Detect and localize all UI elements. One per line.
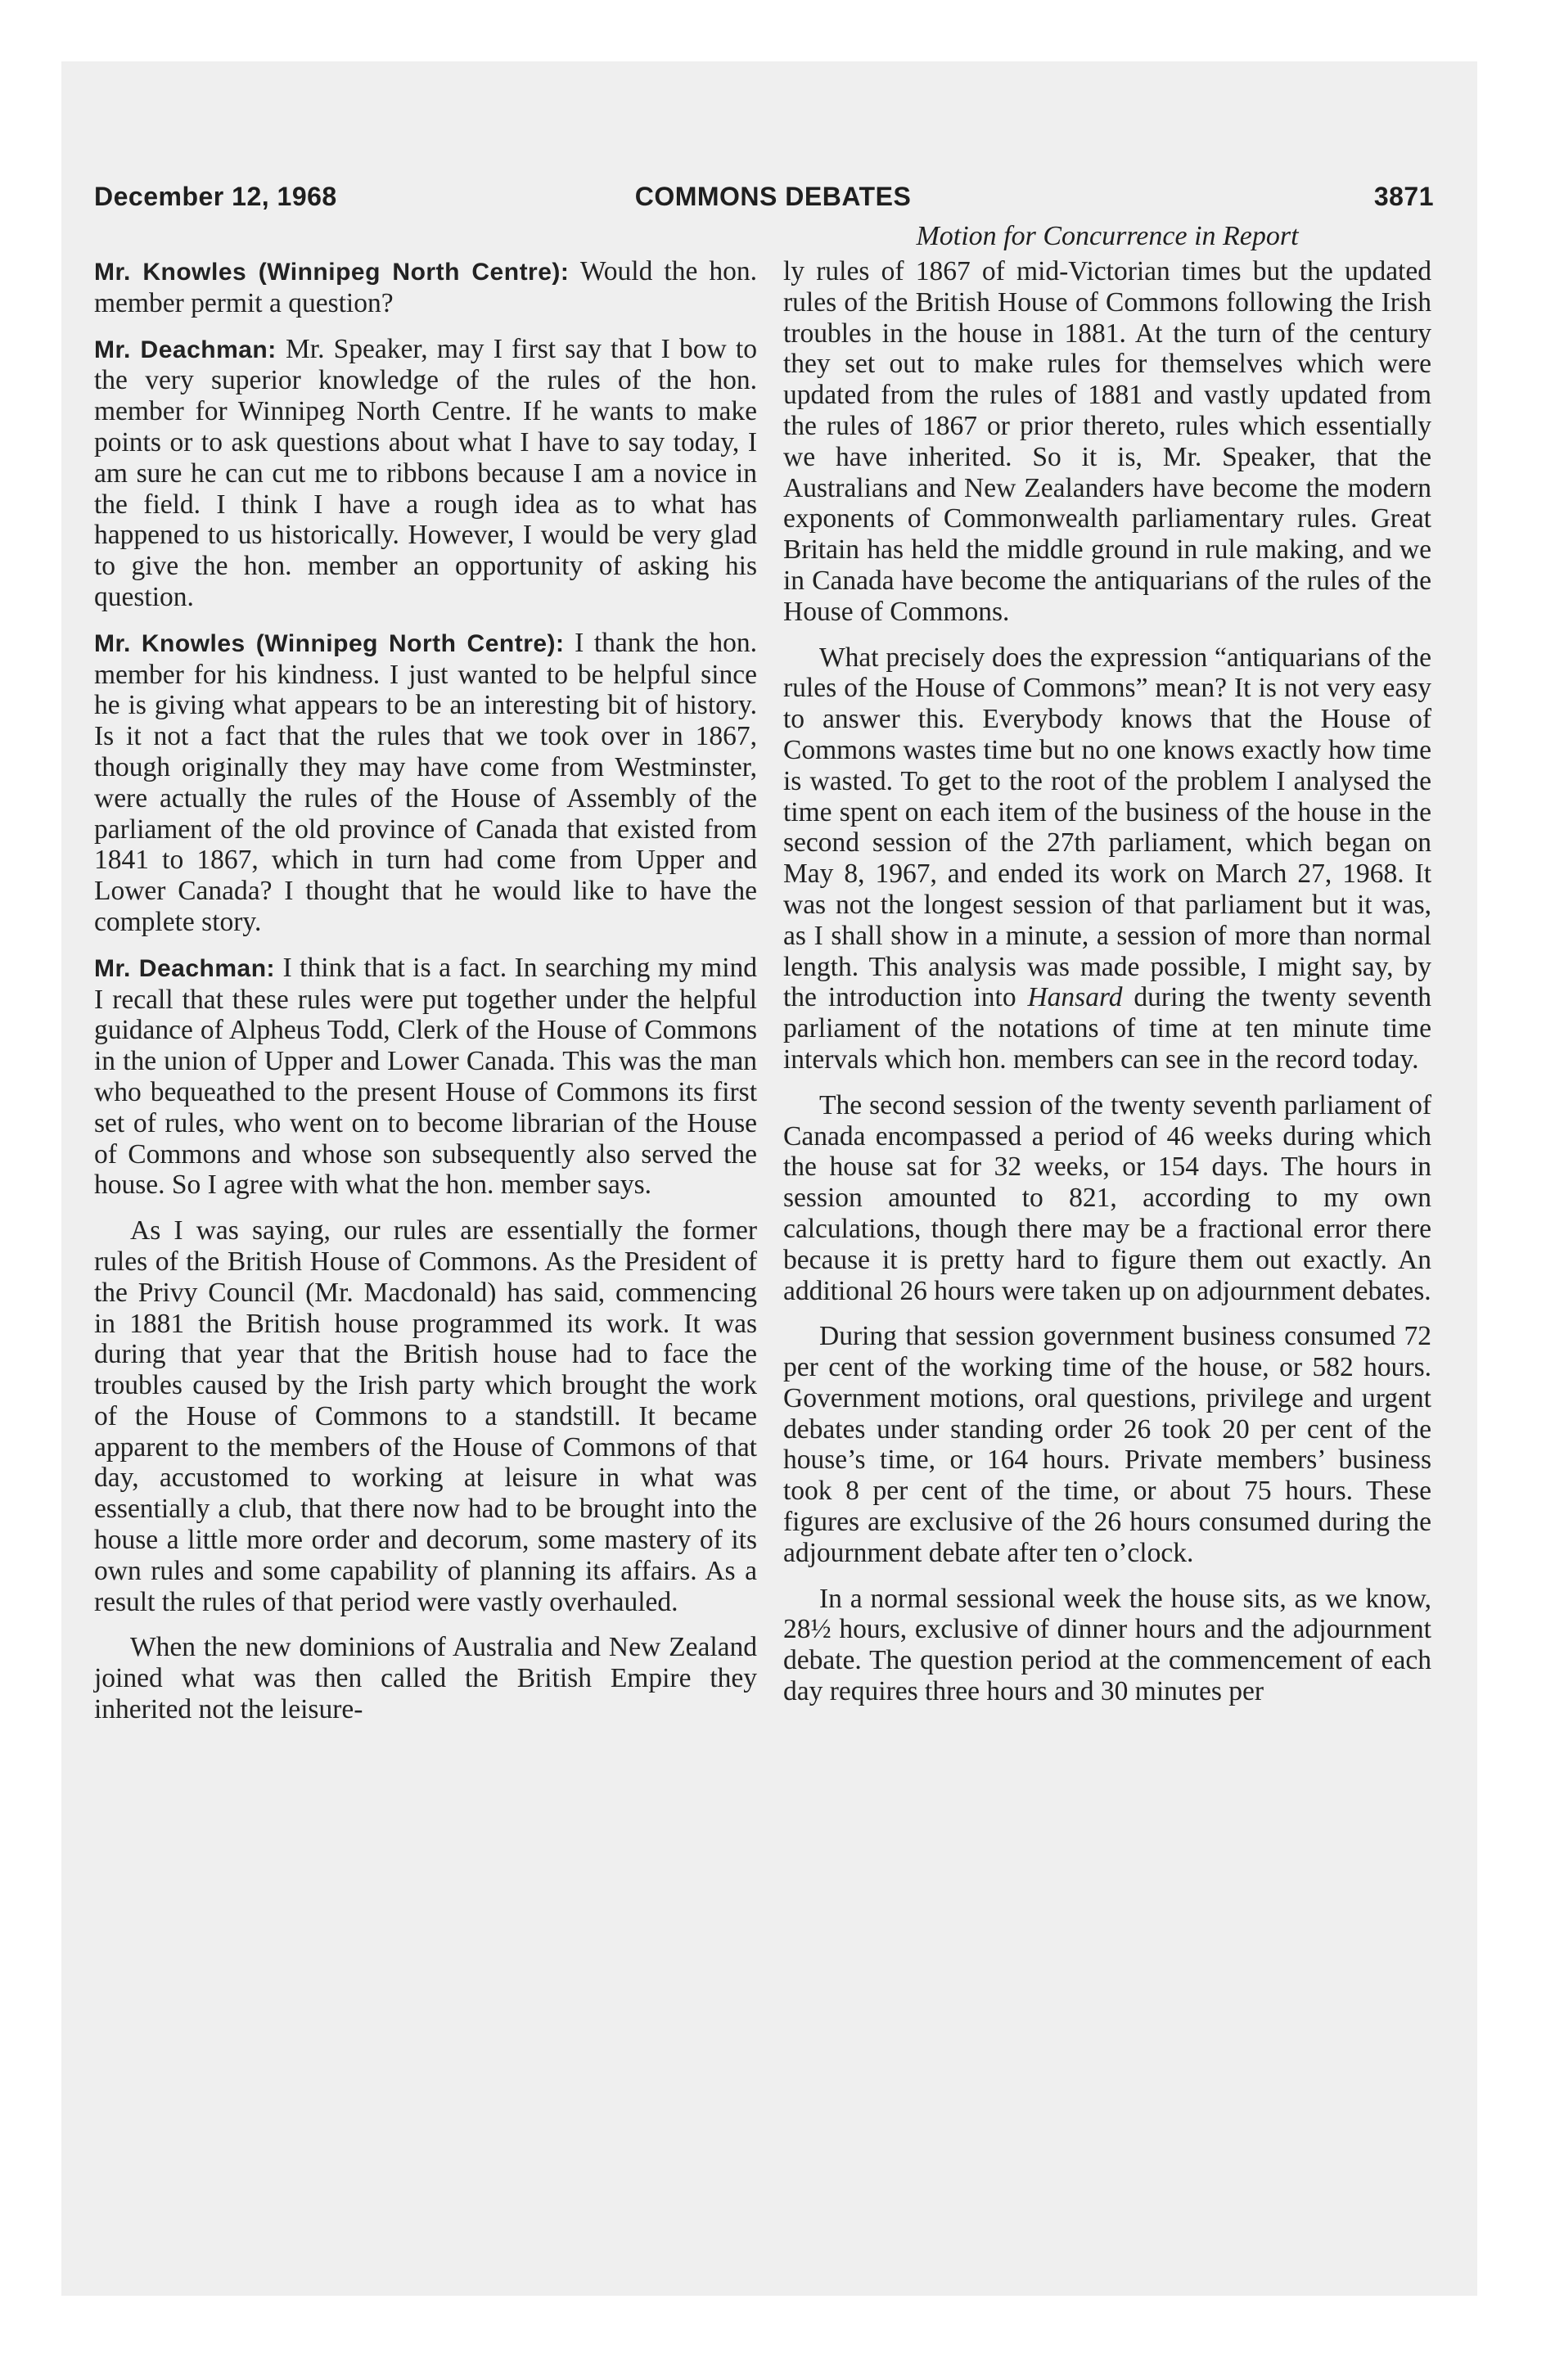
speech-text: As I was saying, our rules are essentially the former rules of the British House of Commons. As the President of the Privy Council (Mr. Macdonald) has said, commencing in 1881 the British house programmed its work. It was during that year that the British house had to face the troubles caused by the Irish party which brought the work of the House of Commons to a standstill. It became apparent to the members of the House of Commons of that day, accustomed to working at leisure in what was essentially a club, that there now had to be brought into the house a little more order and decorum, some mastery of its own rules and some capability of planning its affairs. As a result the rules of that period were vastly overhauled. <box>94 1215 757 1617</box>
paragraph: In a normal sessional week the house sits, as we know, 28½ hours, exclusive of dinner hours and the adjournment debate. The question period at the commencement of each day requires three hours and 30 minutes per <box>783 1583 1431 1707</box>
paragraph <box>94 628 757 938</box>
paragraph <box>783 642 1431 1075</box>
paragraph <box>94 1215 757 1617</box>
speech-text: What precisely does the expression “antiquarians of the rules of the House of Commons” mean? It is not very easy to answer this. Everybody knows that the House of Commons wastes time but no one knows exactly how time is wasted. To get to the root of the problem I analysed the time spent on each item of the business of the house in the second session of the 27th parliament, which began on May 8, 1967, and ended its work on March 27, 1968. It was not the longest session of that parliament but it was, as I shall show in a minute, a session of more than normal length. This analysis was made possible, I might say, by the introduction into <box>783 642 1431 1013</box>
speech-text: during the twenty seventh parliament of the notations of time at ten minute time intervals which hon. members can see in the record today. <box>783 982 1431 1075</box>
header-page-number: 3871 <box>1373 182 1434 211</box>
paragraph <box>94 334 757 613</box>
hansard-italic: Hansard <box>1027 982 1123 1013</box>
header-title: COMMONS DEBATES <box>634 182 912 211</box>
paragraph: ly rules of 1867 of mid-Victorian times but the updated rules of the British House of Commons following the Irish troubles in the house in 1881. At the turn of the century they set out to make rules for themselves which were updated from the rules of 1881 and vastly updated from the rules of 1867 or prior thereto, rules which essentially we have inherited. So it is, Mr. Speaker, that the Australians and New Zealanders have become the modern exponents of Commonwealth parliamentary rules. Great Britain has held the middle ground in rule making, and we in Canada have become the antiquarians of the rules of the House of Commons. <box>783 256 1431 627</box>
speech-text: I think that is a fact. In searching my mind I recall that these rules were put together under the helpful guidance of Alpheus Todd, Clerk of the House of Commons in the union of Upper and Lower Canada. This was the man who bequeathed to the present House of Commons its first set of rules, who went on to become librarian of the House of Commons and whose son subsequently also served the house. So I agree with what the hon. member says. <box>94 952 757 1201</box>
header-date: December 12, 1968 <box>94 182 337 211</box>
paragraph: During that session government business consumed 72 per cent of the working time of the house, or 582 hours. Government motions, oral questions, privilege and urgent debates under standing order 26 took 20 per cent of the house’s time, or 164 hours. Private members’ business took 8 per cent of the time, or about 75 hours. These figures are exclusive of the 26 hours consumed during the adjournment debate after ten o’clock. <box>783 1321 1431 1568</box>
speech-text: When the new dominions of Australia and New Zealand joined what was then called the British Empire they inherited not the leisure- <box>94 1632 757 1725</box>
speech-text: Would the hon. member permit a question? <box>94 256 757 318</box>
speaker-name: Mr. Knowles (Winnipeg North Centre): <box>94 629 565 657</box>
speaker-name: Mr. Knowles (Winnipeg North Centre): <box>94 259 570 286</box>
speech-text: I thank the hon. member for his kindness. I just wanted to be helpful since he is giving what appears to be an interesting bit of history. Is it not a fact that the rules that we took over in 1867, though originally they may have come from Westminster, were actually the rules of the House of Assembly of the parliament of the old province of Canada that existed from 1841 to 1867, which in turn had come from Upper and Lower Canada? I thought that he would like to have the complete story. <box>94 627 757 937</box>
speaker-name: Mr. Deachman: <box>94 954 276 982</box>
left-column <box>94 256 757 1740</box>
paragraph <box>94 953 757 1201</box>
speech-text: Mr. Speaker, may I first say that I bow to the very superior knowledge of the rules of the hon. member for Winnipeg North Centre. If he wants to make points or to ask questions about what I have to say today, I am sure he can cut me to ribbons because I am a novice in the field. I think I have a rough idea as to what has happened to us historically. However, I would be very glad to give the hon. member an opportunity of asking his question. <box>94 333 757 612</box>
paragraph: The second session of the twenty seventh parliament of Canada encompassed a period of 46 weeks during which the house sat for 32 weeks, or 154 days. The hours in session amounted to 821, according to my own calculations, though there may be a fractional error there because it is pretty hard to figure them out exactly. An additional 26 hours were taken up on adjournment debates. <box>783 1089 1431 1306</box>
running-head: Motion for Concurrence in Report <box>916 221 1299 251</box>
speaker-name: Mr. Deachman: <box>94 336 277 363</box>
right-column <box>783 256 1431 1722</box>
paragraph <box>94 1632 757 1724</box>
paragraph <box>94 256 757 319</box>
